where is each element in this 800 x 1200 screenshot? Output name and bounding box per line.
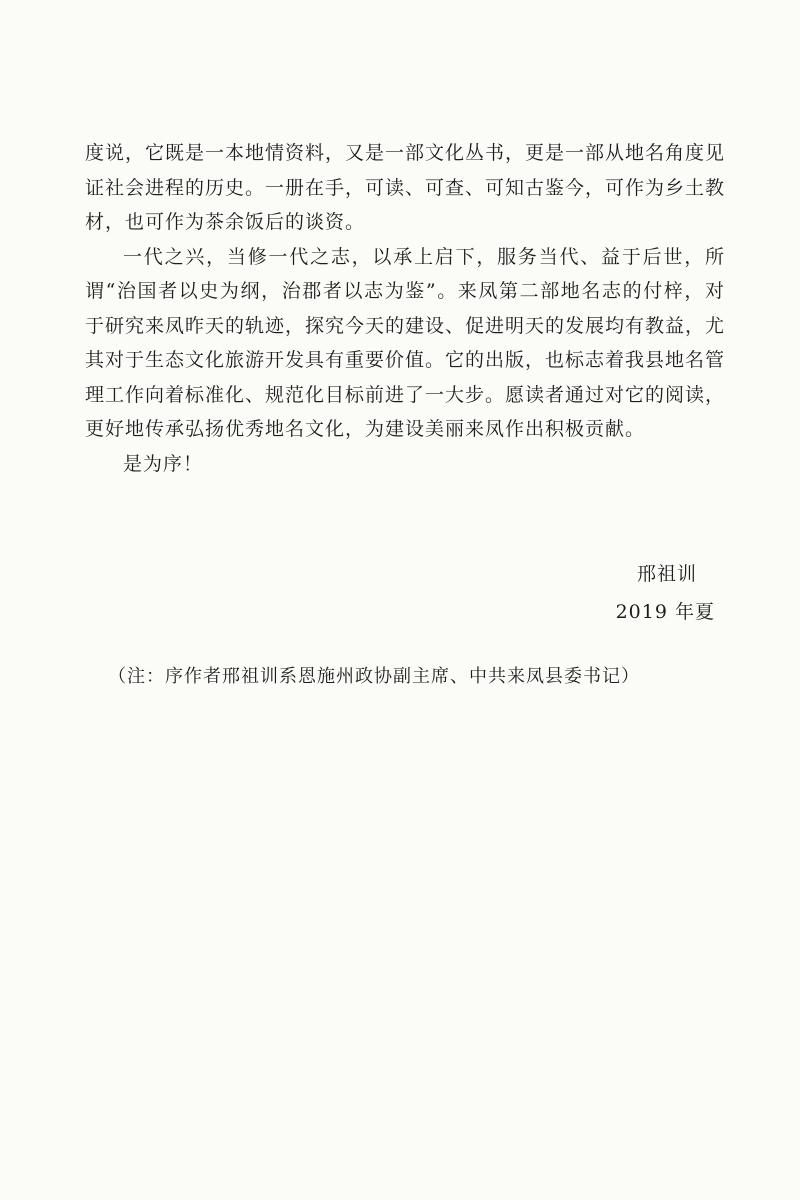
- paragraph-continuation: 度说，它既是一本地情资料，又是一部文化丛书，更是一部从地名角度见证社会进程的历史。一册在手，可读、可查、可知古鉴今，可作为乡土教材，也可作为茶余饭后的谈资。: [85, 142, 726, 233]
- paragraph-main: 一代之兴，当修一代之志，以承上启下，服务当代、益于后世，所谓“治国者以史为纲，治郡者以志为鉴”。来凤第二部地名志的付梓，对于研究来凤昨天的轨迹，探究今天的建设、促进明天的发展均有教益，尤其对于生态文化旅游开发具有重要价值。它的出版，也标志着我县地名管理工作向着标准化、规范化目标前进了一大步。愿读者通过对它的阅读，更好地传承弘扬优秀地名文化，为建设美丽来凤作出积极贡献。: [85, 245, 726, 440]
- preface-body: [85, 136, 725, 481]
- author-note: （注：序作者邢祖训系恩施州政协副主席、中共来凤县委书记）: [108, 666, 640, 687]
- paragraph-closing: 是为序！: [123, 452, 204, 475]
- signature-date: 2019 年夏: [615, 601, 715, 623]
- signature-block: [616, 555, 715, 631]
- author-name: 邢祖训: [636, 563, 697, 585]
